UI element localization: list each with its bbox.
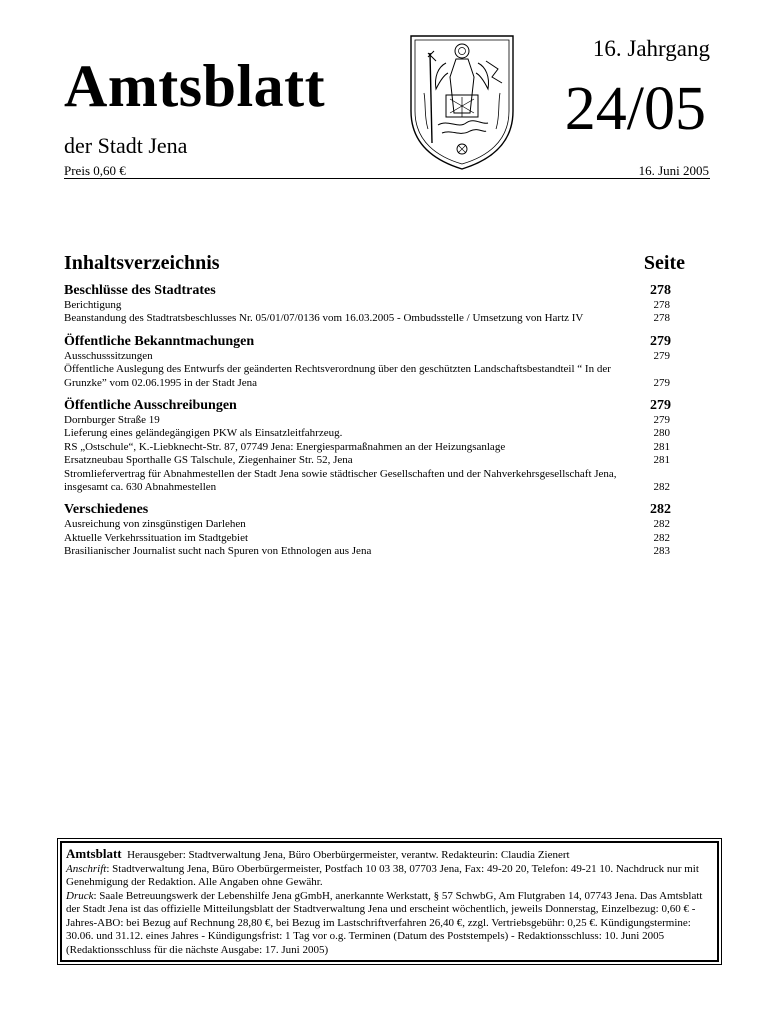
- masthead-subtitle: der Stadt Jena: [64, 133, 188, 158]
- toc-section: [64, 502, 685, 558]
- toc-entry: [64, 518, 685, 531]
- toc-section-label: Öffentliche Bekanntmachungen: [64, 333, 255, 349]
- toc-heading: Inhaltsverzeichnis: [64, 252, 220, 274]
- toc-entry: [64, 454, 685, 467]
- toc-entry-text: Beanstandung des Stadtratsbeschlusses Nr. 05/01/07/0136 vom 16.03.2005 - Ombudsstelle / Umsetzung von Hartz IV: [64, 312, 584, 325]
- toc-entry-page: 279: [653, 414, 670, 427]
- toc-entry-page: 278: [653, 312, 670, 325]
- toc-section-label: Öffentliche Ausschreibungen: [64, 398, 237, 414]
- toc-entry-page: 282: [653, 481, 670, 494]
- toc-section: [64, 398, 685, 494]
- toc-entry-text: Ersatzneubau Sporthalle GS Talschule, Ziegenhainer Str. 52, Jena: [64, 454, 353, 467]
- imprint-title: Amtsblatt: [66, 846, 122, 861]
- toc-entry-page: 281: [653, 440, 670, 453]
- toc-section-label: Beschlüsse des Stadtrates: [64, 283, 216, 298]
- toc-entry-text: Berichtigung: [64, 299, 122, 311]
- toc-entry-text: Brasilianischer Journalist sucht nach Spuren von Ethnologen aus Jena: [64, 545, 372, 558]
- toc-entry-page: 279: [653, 376, 670, 389]
- imprint-print-label: Druck: [66, 889, 94, 902]
- toc-section-page: 278: [650, 283, 671, 298]
- toc-section-title: [64, 334, 685, 350]
- toc-section: [64, 283, 685, 326]
- toc-entry: [64, 441, 685, 454]
- imprint-publisher: Herausgeber: Stadtverwaltung Jena, Büro Oberbürgermeister, verantw. Redakteurin: Claudia Zienert: [127, 849, 570, 861]
- masthead-title: Amtsblatt: [64, 53, 326, 119]
- toc-entry-text: Ausschusssitzungen: [64, 349, 153, 362]
- toc-header: [64, 252, 685, 275]
- volume-label: 16. Jahrgang: [592, 36, 710, 61]
- header-divider: [64, 178, 710, 179]
- toc-entry-text: RS „Ostschule“, K.-Liebknecht-Str. 87, 07749 Jena: Energiesparmaßnahmen an der Heizungsanlage: [64, 440, 506, 453]
- issue-date: 16. Juni 2005: [638, 163, 709, 178]
- toc-entry: [64, 312, 685, 325]
- toc-entry-page: 279: [653, 349, 670, 362]
- toc-entry: [64, 414, 685, 427]
- toc-entry-text: Dornburger Straße 19: [64, 414, 160, 427]
- toc-section-page: 279: [650, 333, 671, 349]
- toc-entry-text: Lieferung eines geländegängigen PKW als Einsatzleitfahrzeug.: [64, 427, 343, 440]
- toc-section-title: [64, 398, 685, 414]
- table-of-contents: [64, 252, 685, 567]
- imprint-print: : Saale Betreuungswerk der Lebenshilfe Jena gGmbH, anerkannte Werkstatt, § 57 SchwbG, Am Flutgraben 14, 07743 Jena. Das Amtsblatt der Stadt Jena ist das offizielle Mitteilungsblatt der Stadtverwaltung Jena und erscheint wöchentlich, jeweils Donnerstag, Einzelbezug: 0,60 € - Jahres-ABO: bei Bezug auf Rechnung 28,80 €, bei Bezug im Lastschriftverfahren 26,40 €, zzgl. Vertriebsgebühr: 0,25 €. Kündigungstermine: 30.06. und 31.12. eines Jahres - Kündigungsfrist: 1 Tag vor o.g. Terminen (Datum des Poststempels) - Redaktionsschluss: 10. Juni 2005 (Redaktionsschluss für die nächste Ausgabe: 17. Juni 2005): [66, 889, 703, 956]
- toc-section-title: [64, 502, 685, 518]
- toc-entry: [64, 363, 685, 390]
- toc-entry-text: Ausreichung von zinsgünstigen Darlehen: [64, 518, 246, 531]
- imprint-address: : Stadtverwaltung Jena, Büro Oberbürgermeister, Postfach 10 03 38, 07703 Jena, Fax: 49-20 20, Telefon: 49-21 10. Nachdruck nur mit Genehmigung der Redaktion. Alle Angaben ohne Gewähr.: [66, 862, 699, 888]
- toc-section-page: 282: [650, 502, 671, 518]
- toc-entry: [64, 468, 685, 495]
- toc-page-heading: Seite: [643, 252, 685, 274]
- toc-section-page: 279: [650, 398, 671, 414]
- toc-section-title: [64, 283, 685, 299]
- issue-number: 24/05: [564, 75, 706, 143]
- toc-entry: [64, 427, 685, 440]
- imprint-address-label: Anschrift: [66, 862, 107, 875]
- toc-entry: [64, 532, 685, 545]
- toc-entry-page: 282: [653, 518, 670, 531]
- toc-entry-page: 281: [653, 454, 670, 467]
- imprint-box: [60, 841, 719, 962]
- toc-entry-page: 282: [653, 531, 670, 544]
- price-label: Preis 0,60 €: [64, 163, 126, 178]
- toc-entry-page: 283: [653, 545, 670, 558]
- jena-coat-of-arms-icon: [408, 33, 516, 171]
- toc-section: [64, 334, 685, 390]
- toc-entry-page: 278: [653, 299, 670, 311]
- toc-entry: [64, 545, 685, 558]
- toc-entry-page: 280: [653, 427, 670, 440]
- toc-entry-text: Aktuelle Verkehrssituation im Stadtgebiet: [64, 531, 249, 544]
- toc-entry-text: Stromliefervertrag für Abnahmestellen der Stadt Jena sowie städtischer Gesellschaften und der Nahverkehrsgesellschaft Jena, insgesamt ca. 630 Abnahmestellen: [64, 467, 617, 494]
- toc-section-label: Verschiedenes: [64, 502, 149, 518]
- toc-entry-text: Öffentliche Auslegung des Entwurfs der geänderten Rechtsverordnung über den geschützten Landschaftsbestandteil “ In der Grunzke” vom 02.06.1995 in der Stadt Jena: [64, 363, 611, 389]
- toc-entry: [64, 299, 685, 312]
- toc-entry: [64, 350, 685, 363]
